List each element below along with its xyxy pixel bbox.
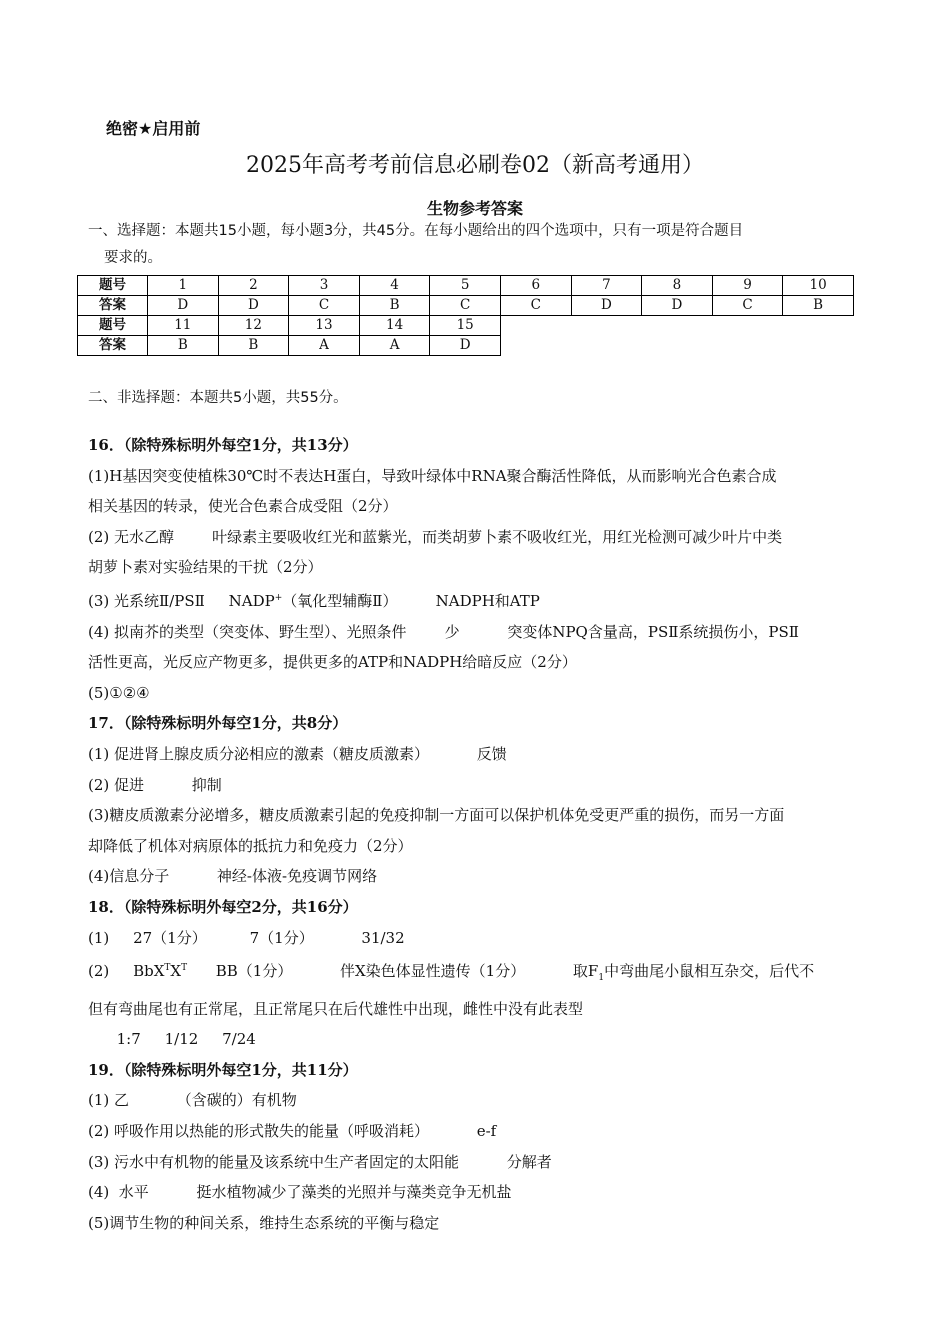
answer-table	[77, 275, 854, 356]
q16-answer-4-line-1: (4) 拟南芥的类型（突变体、野生型）、光照条件 少 突变体NPQ含量高，PSⅡ系统损伤小，PSⅡ	[88, 622, 799, 641]
question-18-heading: 18．（除特殊标明外每空2分，共16分）	[88, 897, 358, 916]
table-cell: 8	[642, 276, 713, 296]
q16-answer-3-part-b: （氧化型辅酶Ⅱ） NADPH和ATP	[282, 591, 540, 610]
table-cell: 4	[359, 276, 430, 296]
q19-answer-1: (1) 乙 （含碳的）有机物	[88, 1091, 297, 1110]
q16-answer-4-line-2: 活性更高，光反应产物更多，提供更多的ATP和NADPH给暗反应（2分）	[88, 653, 577, 672]
table-cell: B	[783, 296, 854, 316]
q19-answer-3: (3) 污水中有机物的能量及该系统中生产者固定的太阳能 分解者	[88, 1152, 552, 1171]
table-row	[78, 296, 854, 316]
table-cell: D	[642, 296, 713, 316]
q16-answer-3-part-a: (3) 光系统Ⅱ/PSⅡ NADP	[88, 591, 275, 610]
q18-answer-2-part-d: 中弯曲尾小鼠相互杂交，后代不	[604, 962, 815, 981]
table-cell: D	[430, 336, 501, 356]
table-cell: 14	[359, 316, 430, 336]
q16-answer-2-line-1: (2) 无水乙醇 叶绿素主要吸收红光和蓝紫光，而类胡萝卜素不吸收红光，用红光检测可减少叶片中类	[88, 527, 783, 546]
table-cell: 7	[571, 276, 642, 296]
table-cell: D	[571, 296, 642, 316]
question-16-heading: 16．（除特殊标明外每空1分，共13分）	[88, 436, 358, 454]
page-subtitle: 生物参考答案	[426, 199, 523, 218]
table-cell: 12	[218, 316, 289, 336]
table-cell: 15	[430, 316, 501, 336]
q17-answer-1: (1) 促进肾上腺皮质分泌相应的激素（糖皮质激素） 反馈	[88, 744, 507, 763]
table-cell: 2	[218, 276, 289, 296]
table-row	[78, 316, 854, 336]
q19-answer-2: (2) 呼吸作用以热能的形式散失的能量（呼吸消耗） e-f	[88, 1122, 497, 1141]
question-19-heading: 19．（除特殊标明外每空1分，共11分）	[88, 1060, 358, 1079]
table-cell: 3	[289, 276, 360, 296]
row-label-answer: 答案	[78, 296, 148, 316]
table-cell: 11	[148, 316, 219, 336]
q18-answer-2-part-b: X	[170, 962, 182, 981]
q16-answer-3	[88, 583, 863, 617]
q16-answer-2-line-2: 胡萝卜素对实验结果的干扰（2分）	[88, 558, 323, 577]
q19-answer-5: (5)调节生物的种间关系，维持生态系统的平衡与稳定	[88, 1213, 440, 1232]
answers-body	[88, 430, 863, 1238]
table-cell: 9	[712, 276, 783, 296]
q16-answer-5: (5)①②④	[88, 683, 150, 702]
section-1-line-1: 一、选择题：本题共15小题，每小题3分，共45分。在每小题给出的四个选项中，只有一项是符合题目	[88, 223, 744, 239]
superscript-t: T	[164, 963, 171, 974]
q17-answer-3-line-1: (3)糖皮质激素分泌增多，糖皮质激素引起的免疫抑制一方面可以保护机体免受更严重的损伤，而另一方面	[88, 806, 785, 825]
q19-answer-4: (4) 水平 挺水植物减少了藻类的光照并与藻类竞争无机盐	[88, 1183, 512, 1202]
table-row	[78, 276, 854, 296]
table-cell: C	[712, 296, 783, 316]
table-cell: C	[430, 296, 501, 316]
table-cell: 6	[500, 276, 571, 296]
table-cell: 5	[430, 276, 501, 296]
empty-cell	[500, 336, 853, 356]
table-row	[78, 336, 854, 356]
table-cell: D	[148, 296, 219, 316]
section-1-line-2: 要求的。	[104, 250, 162, 266]
q18-answer-1: (1) 27（1分） 7（1分） 31/32	[88, 928, 405, 947]
section-1-intro	[88, 218, 863, 272]
table-cell: A	[289, 336, 360, 356]
table-cell: B	[218, 336, 289, 356]
q17-answer-4: (4)信息分子 神经-体液-免疫调节网络	[88, 867, 378, 886]
q16-answer-1-line-1: (1)H基因突变使植株30℃时不表达H蛋白，导致叶绿体中RNA聚合酶活性降低，从而影响光合色素合成	[88, 466, 777, 485]
question-17-heading: 17．（除特殊标明外每空1分，共8分）	[88, 714, 348, 733]
confidential-label: 绝密★启用前	[106, 119, 201, 138]
empty-cell	[500, 316, 853, 336]
row-label-number: 题号	[78, 316, 148, 336]
section-2-intro: 二、非选择题：本题共5小题，共55分。	[88, 390, 348, 406]
q18-answer-2-part-c: BB（1分） 伴X染色体显性遗传（1分） 取F	[187, 962, 599, 981]
q17-answer-3-line-2: 却降低了机体对病原体的抵抗力和免疫力（2分）	[88, 836, 413, 855]
table-cell: 10	[783, 276, 854, 296]
table-cell: A	[359, 336, 430, 356]
page-title: 2025年高考考前信息必刷卷02（新高考通用）	[246, 153, 704, 178]
subscript-1: 1	[598, 973, 605, 984]
table-cell: B	[148, 336, 219, 356]
row-label-answer: 答案	[78, 336, 148, 356]
q18-answer-2-part-a: (2) BbX	[88, 962, 165, 981]
table-cell: D	[218, 296, 289, 316]
superscript-plus: +	[274, 592, 283, 603]
table-cell: 1	[148, 276, 219, 296]
q18-answer-2-line-1	[88, 953, 863, 994]
table-cell: C	[500, 296, 571, 316]
table-cell: 13	[289, 316, 360, 336]
q17-answer-2: (2) 促进 抑制	[88, 775, 222, 794]
row-label-number: 题号	[78, 276, 148, 296]
superscript-t: T	[181, 963, 188, 974]
table-cell: C	[289, 296, 360, 316]
q18-answer-2-line-2: 但有弯曲尾也有正常尾，且正常尾只在后代雄性中出现，雌性中没有此表型	[88, 999, 584, 1018]
q16-answer-1-line-2: 相关基因的转录，使光合色素合成受阻（2分）	[88, 497, 398, 516]
q18-answer-2-line-3: 1:7 1/12 7/24	[88, 1030, 256, 1049]
table-cell: B	[359, 296, 430, 316]
